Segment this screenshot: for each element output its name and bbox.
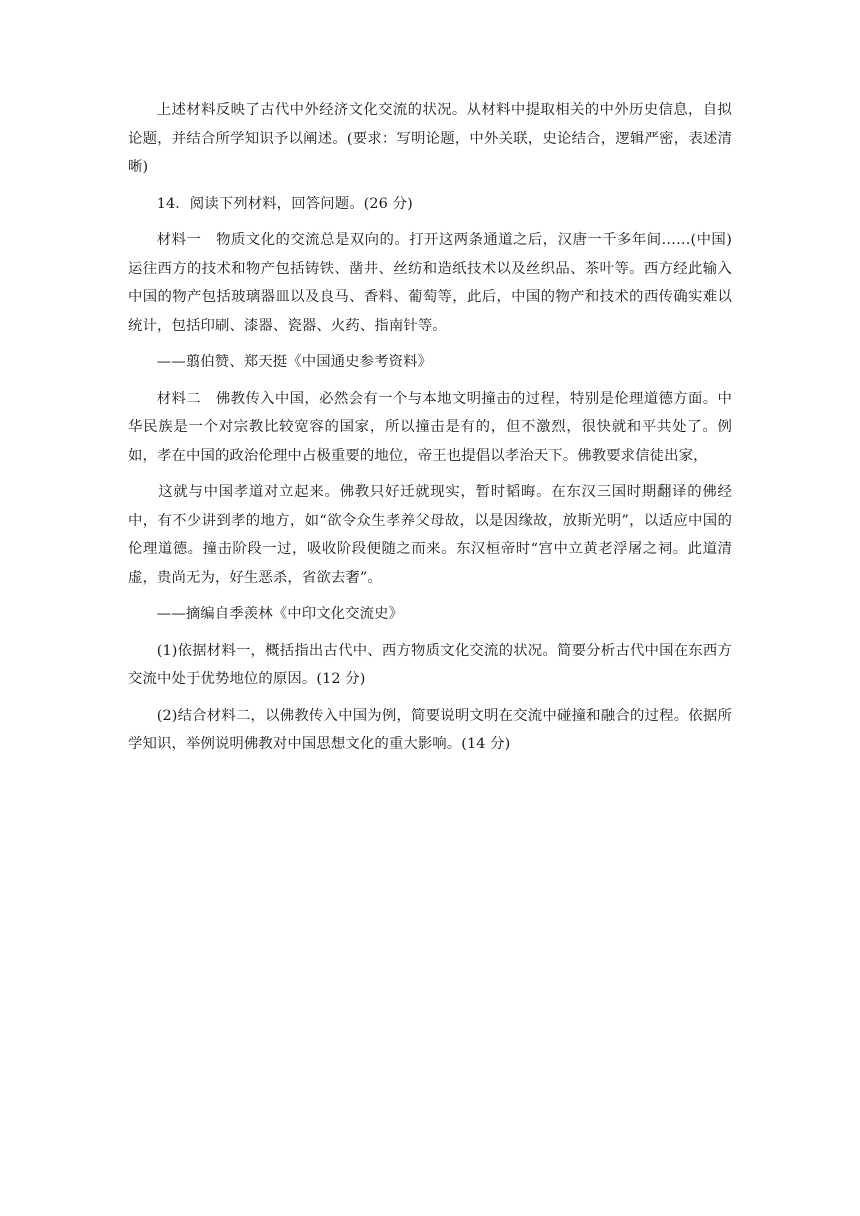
material-one-paragraph: 材料一 物质文化的交流总是双向的。打开这两条通道之后，汉唐一千多年间……(中国)运往西方的技术和物产包括铸铁、凿井、丝纺和造纸技术以及丝织品、茶叶等。西方经此输入中国的物产包括玻璃器皿以及良马、香料、葡萄等，此后，中国的物产和技术的西传确实难以统计，包括印刷、漆器、瓷器、火药、指南针等。 [128,232,732,334]
material-one-source: ——翦伯赞、郑天挺《中国通史参考资料》 [156,354,433,370]
question-14-heading: 14．阅读下列材料，回答问题。(26 分) [156,195,413,212]
document-body [128,96,732,767]
material-two-continuation: 这就与中国孝道对立起来。佛教只好迁就现实，暂时韬晦。在东汉三国时期翻译的佛经中，有不少讲到孝的地方，如“欲令众生孝养父母故，以是因缘故，放斯光明”，以适应中国的伦理道德。撞击阶段一过，吸收阶段便随之而来。东汉桓帝时“宫中立黄老浮屠之祠。此道清虚，贵尚无为，好生恶杀，省欲去奢”。 [128,484,732,586]
essay-prompt-paragraph: 上述材料反映了古代中外经济文化交流的状况。从材料中提取相关的中外历史信息，自拟论题，并结合所学知识予以阐述。(要求：写明论题，中外关联，史论结合，逻辑严密，表述清晰) [128,102,732,175]
sub-question-2: (2)结合材料二，以佛教传入中国为例，简要说明文明在交流中碰撞和融合的过程。依据所学知识，举例说明佛教对中国思想文化的重大影响。(14 分) [128,707,732,752]
material-two-source: ——摘编自季羡林《中印文化交流史》 [156,606,404,622]
material-two-paragraph: 材料二 佛教传入中国，必然会有一个与本地文明撞击的过程，特别是伦理道德方面。中华民族是一个对宗教比较宽容的国家，所以撞击是有的，但不激烈，很快就和平共处了。例如，孝在中国的政治伦理中占极重要的地位，帝王也提倡以孝治天下。佛教要求信徒出家， [128,390,732,464]
sub-question-1: (1)依据材料一，概括指出古代中、西方物质文化交流的状况。简要分析古代中国在东西方交流中处于优势地位的原因。(12 分) [128,642,732,687]
